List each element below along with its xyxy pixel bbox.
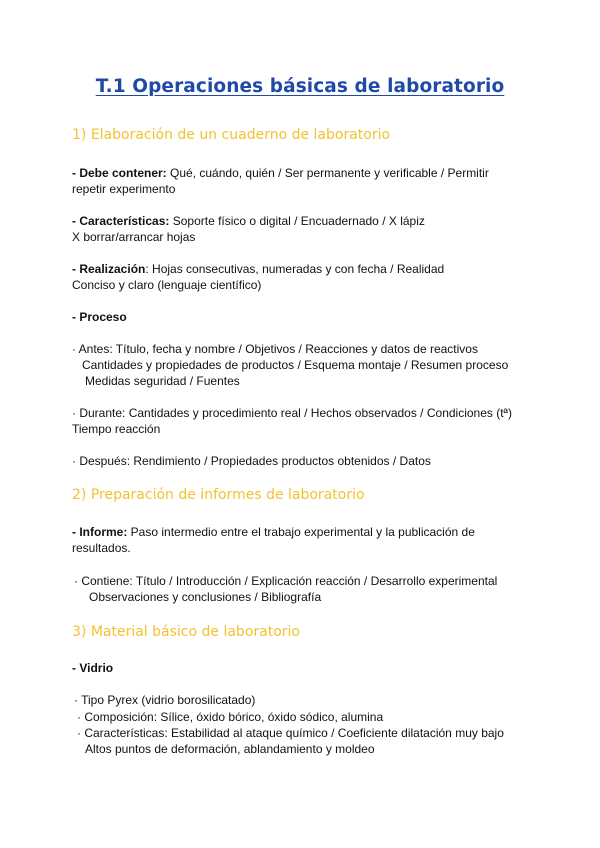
contiene-line-1: · Contiene: Título / Introducción / Explicación reacción / Desarrollo experimental (74, 574, 498, 588)
informe-text-cont: resultados. (72, 541, 131, 555)
informe-line (72, 524, 475, 540)
vidrio-label: - Vidrio (72, 661, 114, 675)
section-heading-2: 2) Preparación de informes de laboratorio (72, 487, 365, 503)
debe-contener-line (72, 165, 489, 181)
realizacion-line (72, 261, 444, 277)
section-heading-3: 3) Material básico de laboratorio (72, 624, 300, 640)
informe-text: Paso intermedio entre el trabajo experimental y la publicación de (127, 525, 475, 539)
caracteristicas-text-cont: X borrar/arrancar hojas (72, 230, 196, 244)
composicion-line: · Composición: Sílice, óxido bórico, óxido sódico, alumina (77, 710, 384, 724)
contiene-line-2: Observaciones y conclusiones / Bibliografía (89, 590, 322, 604)
durante-line-2: Tiempo reacción (72, 422, 161, 436)
caracteristicas-line (72, 213, 425, 229)
antes-line-2: Cantidades y propiedades de productos / Esquema montaje / Resumen proceso (82, 358, 509, 372)
caracteristicas-label: - Características: (72, 214, 170, 228)
debe-contener-label: - Debe contener: (72, 166, 167, 180)
section-heading-1: 1) Elaboración de un cuaderno de laboratorio (72, 127, 391, 143)
pyrex-line: · Tipo Pyrex (vidrio borosilicatado) (74, 693, 256, 707)
caracteristicas-vidrio-line-2: Altos puntos de deformación, ablandamiento y moldeo (85, 742, 375, 756)
debe-contener-text-cont: repetir experimento (72, 182, 176, 196)
proceso-label: - Proceso (72, 310, 127, 324)
antes-line-1: · Antes: Título, fecha y nombre / Objetivos / Reacciones y datos de reactivos (72, 342, 478, 356)
debe-contener-text: Qué, cuándo, quién / Ser permanente y verificable / Permitir (166, 166, 489, 180)
informe-label: - Informe: (72, 525, 128, 539)
realizacion-label: - Realización (72, 262, 146, 276)
durante-line-1: · Durante: Cantidades y procedimiento real / Hechos observados / Condiciones (tª) (72, 406, 512, 420)
caracteristicas-text: Soporte físico o digital / Encuadernado / X lápiz (169, 214, 425, 228)
realizacion-text-cont: Conciso y claro (lenguaje científico) (72, 278, 262, 292)
despues-line: · Después: Rendimiento / Propiedades productos obtenidos / Datos (72, 454, 431, 468)
caracteristicas-vidrio-line-1: · Características: Estabilidad al ataque químico / Coeficiente dilatación muy bajo (77, 726, 504, 740)
realizacion-text: : Hojas consecutivas, numeradas y con fecha / Realidad (145, 262, 445, 276)
antes-line-3: Medidas seguridad / Fuentes (85, 374, 240, 388)
document-title: T.1 Operaciones básicas de laboratorio (95, 76, 505, 97)
